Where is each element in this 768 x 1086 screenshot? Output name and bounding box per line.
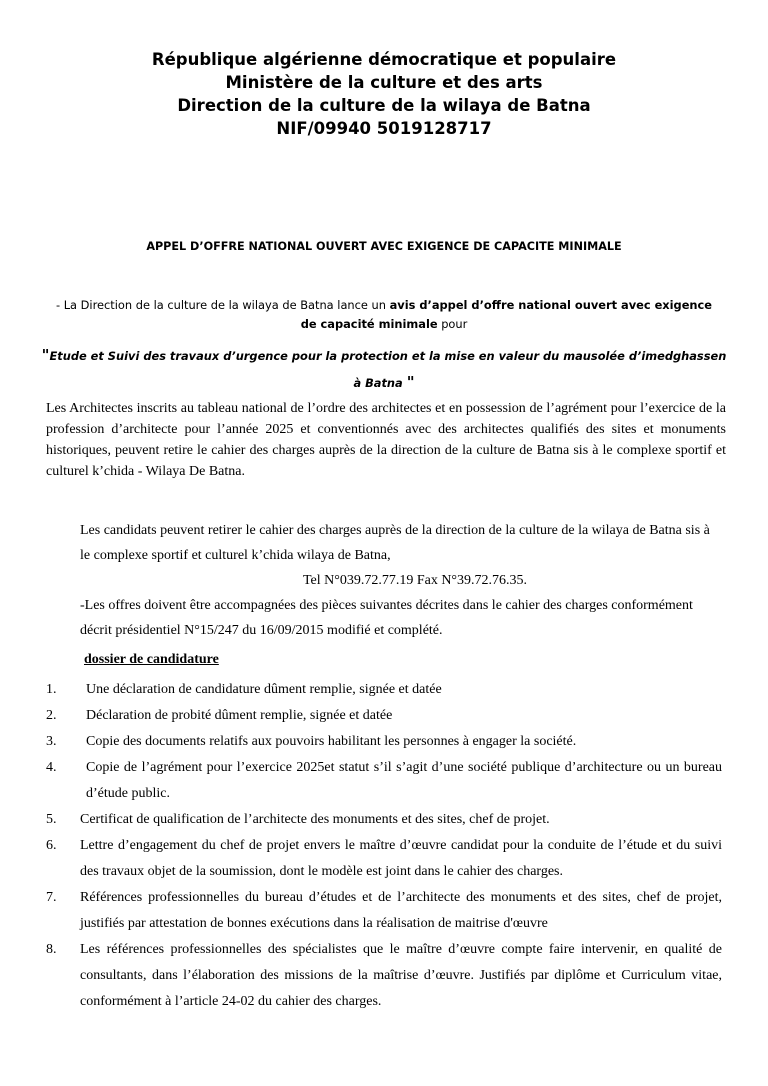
- list-item: [46, 729, 722, 755]
- candidates-section: [80, 518, 720, 643]
- tender-subject-title: APPEL D’OFFRE NATIONAL OUVERT AVEC EXIGENCE DE CAPACITE MINIMALE: [146, 240, 622, 253]
- list-item-number: 3.: [46, 734, 57, 749]
- list-item-number: 8.: [46, 942, 57, 957]
- list-item-number: 6.: [46, 838, 57, 853]
- intro-text-end: pour: [437, 317, 468, 331]
- list-item-text: Copie des documents relatifs aux pouvoirs habilitant les personnes à engager la société.: [86, 734, 577, 749]
- list-item: [46, 677, 722, 703]
- list-item-text: Références professionnelles du bureau d’études et de l’architecte des monuments et des sites, chef de projet, justifiés par attestation de bonnes exécutions dans la réalisation de maitrise d'œuvre: [80, 890, 722, 931]
- list-item: [46, 885, 722, 937]
- intro-text-start: - La Direction de la culture de la wilaya de Batna lance un: [55, 298, 390, 312]
- list-item: [46, 807, 722, 833]
- list-item: [46, 937, 722, 1015]
- list-item-text: Copie de l’agrément pour l’exercice 2025et statut s’il s’agit d’une société publique d’architecture ou un bureau d’étude public.: [86, 760, 722, 801]
- list-item-number: 2.: [46, 708, 57, 723]
- list-item: [46, 833, 722, 885]
- project-title-text: Etude et Suivi des travaux d’urgence pour la protection et la mise en valeur du mausolée d’imedghassen à Batna: [49, 349, 727, 390]
- list-item-text: Déclaration de probité dûment remplie, signée et datée: [86, 708, 393, 723]
- requirements-list: [46, 677, 722, 1015]
- header-nif: NIF/09940 5019128717: [276, 119, 492, 138]
- list-item-number: 5.: [46, 812, 57, 827]
- list-item-number: 7.: [46, 890, 57, 905]
- candidates-paragraph: Les candidats peuvent retirer le cahier des charges auprès de la direction de la culture de la wilaya de Batna sis à le complexe sportif et culturel k’chida wilaya de Batna,: [80, 523, 710, 563]
- intro-text-bold: avis d’appel d’offre national ouvert avec exigence de capacité minimale: [300, 298, 713, 331]
- list-item-text: Lettre d’engagement du chef de projet envers le maître d’œuvre candidat pour la conduite de l’étude et du suivi des travaux objet de la soumission, dont le modèle est joint dans le cahier des charges.: [80, 838, 722, 879]
- list-item: [46, 755, 722, 807]
- header-direction: Direction de la culture de la wilaya de Batna: [177, 96, 591, 115]
- offers-paragraph: -Les offres doivent être accompagnées des pièces suivantes décrites dans le cahier des charges conformément décrit présidentiel N°15/247 du 16/09/2015 modifié et complété.: [80, 598, 693, 638]
- list-item: [46, 703, 722, 729]
- project-title: [40, 342, 728, 396]
- document-header: [0, 48, 768, 140]
- list-item-number: 1.: [46, 682, 57, 697]
- list-item-text: Certificat de qualification de l’architecte des monuments et des sites, chef de projet.: [80, 812, 550, 827]
- intro-paragraph: [48, 296, 720, 334]
- header-republic: République algérienne démocratique et populaire: [151, 50, 617, 69]
- dossier-title: dossier de candidature: [84, 652, 219, 667]
- list-item-text: Les références professionnelles des spécialistes que le maître d’œuvre compte faire intervenir, en qualité de consultants, dans l’élaboration des missions de la maîtrise d’œuvre. Justifiés par diplôme et Curriculum vitae, conformément à l’article 24-02 du cahier des charges.: [80, 942, 722, 1009]
- project-open-quote: ": [41, 346, 50, 364]
- contact-line: Tel N°039.72.77.19 Fax N°39.72.76.35.: [302, 573, 528, 588]
- header-ministry: Ministère de la culture et des arts: [225, 73, 543, 92]
- architects-paragraph: Les Architectes inscrits au tableau national de l’ordre des architectes et en possession de l’agrément pour l’exercice de la profession d’architecte pour l’année 2025 et conventionnés avec des architectes qualifiés des sites et monuments historiques, peuvent retire le cahier des charges auprès de la direction de la culture de Batna sis à le complexe sportif et culturel k’chida - Wilaya De Batna.: [46, 401, 726, 479]
- project-close-quote: ": [406, 373, 415, 391]
- list-item-text: Une déclaration de candidature dûment remplie, signée et datée: [86, 682, 442, 697]
- list-item-number: 4.: [46, 760, 57, 775]
